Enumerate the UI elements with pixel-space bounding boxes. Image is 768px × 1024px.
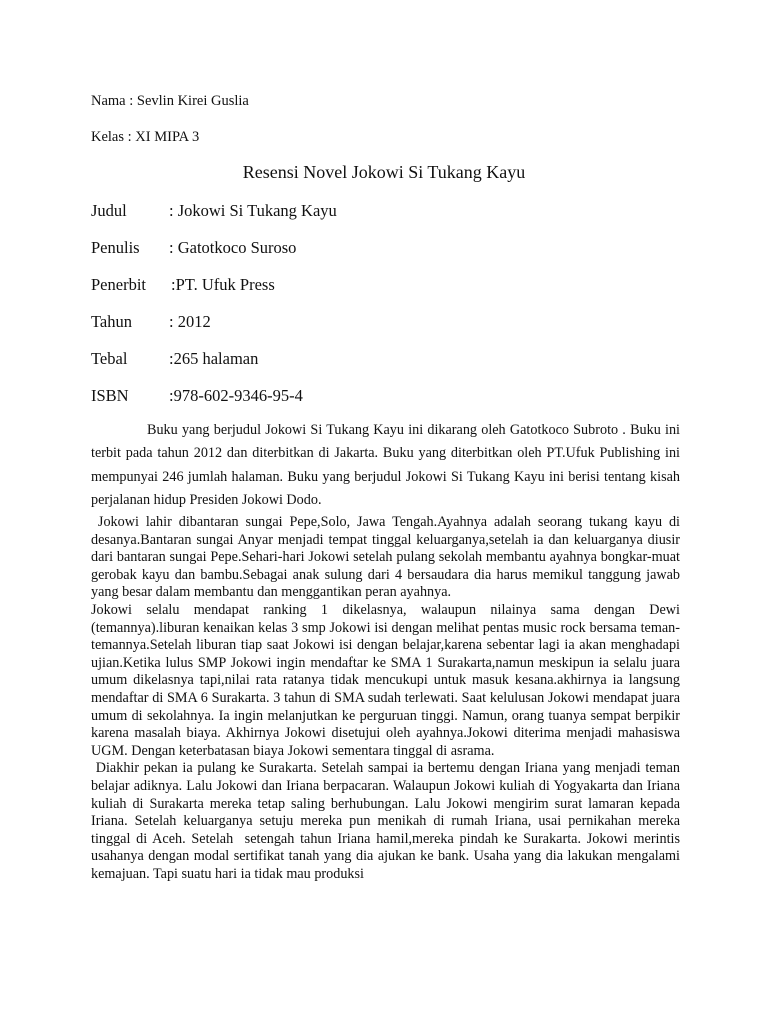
meta-value-penulis: : Gatotkoco Suroso bbox=[169, 238, 297, 257]
meta-value-judul: : Jokowi Si Tukang Kayu bbox=[169, 201, 337, 220]
meta-label-tebal: Tebal bbox=[91, 349, 128, 368]
meta-label-penerbit: Penerbit bbox=[91, 275, 146, 294]
meta-label-tahun: Tahun bbox=[91, 312, 133, 331]
meta-value-isbn: :978-602-9346-95-4 bbox=[169, 386, 303, 405]
student-class: Kelas : XI MIPA 3 bbox=[91, 129, 200, 145]
student-name: Nama : Sevlin Kirei Guslia bbox=[91, 93, 249, 109]
meta-label-judul: Judul bbox=[91, 201, 127, 220]
meta-label-penulis: Penulis bbox=[91, 238, 140, 257]
document-title: Resensi Novel Jokowi Si Tukang Kayu bbox=[242, 162, 526, 182]
intro-text: Buku yang berjudul Jokowi Si Tukang Kayu ini dikarang oleh Gatotkoco Subroto . Buku ini terbit pada tahun 2012 dan diterbitkan di Jakarta. Buku yang diterbitkan oleh PT.Ufuk Publishing ini mempunyai 246 jumlah halaman. Buku yang berjudul Jokowi Si Tukang Kayu ini berisi tentang kisah perjalanan hidup Presiden Jokowi Dodo. bbox=[91, 422, 680, 508]
meta-value-tahun: : 2012 bbox=[169, 312, 211, 331]
meta-label-isbn: ISBN bbox=[91, 386, 129, 405]
intro-paragraph bbox=[91, 419, 680, 512]
story-paragraph-1: Jokowi lahir dibantaran sungai Pepe,Solo, Jawa Tengah.Ayahnya adalah seorang tukang kayu di desanya.Bantaran sungai Anyar menjadi tempat tinggal keluarganya,setelah ia dan keluarganya diusir dari bantaran sungai Pepe.Sehari-hari Jokowi setelah pulang sekolah membantu ayahnya bongkar-muat gerobak kayu dan bambu.Sebagai anak sulung dari 4 bersaudara dia harus memikul tanggung jawab yang besar dalam membantu dan menggantikan peran ayahnya. bbox=[91, 514, 684, 601]
meta-value-tebal: :265 halaman bbox=[169, 349, 259, 368]
story-section bbox=[91, 514, 684, 883]
meta-value-penerbit: :PT. Ufuk Press bbox=[171, 275, 275, 294]
story-paragraph-2: Jokowi selalu mendapat ranking 1 dikelasnya, walaupun nilainya sama dengan Dewi (temannya).liburan kenaikan kelas 3 smp Jokowi isi dengan melihat pentas music rock bersama teman-temannya.Setelah liburan tiap saat Jokowi isi dengan belajar,karena sebentar lagi ia akan menghadapi ujian.Ketika lulus SMP Jokowi ingin mendaftar ke SMA 1 Surakarta,namun meskipun ia selalu juara umum dikelasnya tapi,nilai rata ratanya tidak mencukupi untuk masuk kesana.akhirnya ia langsung mendaftar di SMA 6 Surakarta. 3 tahun di SMA sudah terlewati. Saat kelulusan Jokowi mendapat juara umum di sekolahnya. Ia ingin melanjutkan ke perguruan tinggi. Namun, orang tuanya sempat berpikir karena masalah biaya. Akhirnya Jokowi disetujui oleh ayahnya.Jokowi diterima menjadi mahasiswa UGM. Dengan keterbatasan biaya Jokowi sementara tinggal di asrama. bbox=[91, 601, 680, 759]
story-paragraph-3: Diakhir pekan ia pulang ke Surakarta. Setelah sampai ia bertemu dengan Iriana yang menjadi teman belajar adiknya. Lalu Jokowi dan Iriana berpacaran. Walaupun Jokowi kuliah di Yogyakarta dan Iriana kuliah di Surakarta mereka tetap saling berhubungan. Lalu Jokowi mengirim surat lamaran kepada Iriana. Setelah keluarganya setuju mereka pun menikah di rumah Iriana, usai pernikahan mereka tinggal di Aceh. Setelah setengah tahun Iriana hamil,mereka pindah ke Surakarta. Jokowi merintis usahanya dengan modal sertifikat tanah yang dia ajukan ke bank. Usaha yang dia lakukan mengalami kemajuan. Tapi suatu hari ia tidak mau produksi bbox=[91, 760, 684, 882]
